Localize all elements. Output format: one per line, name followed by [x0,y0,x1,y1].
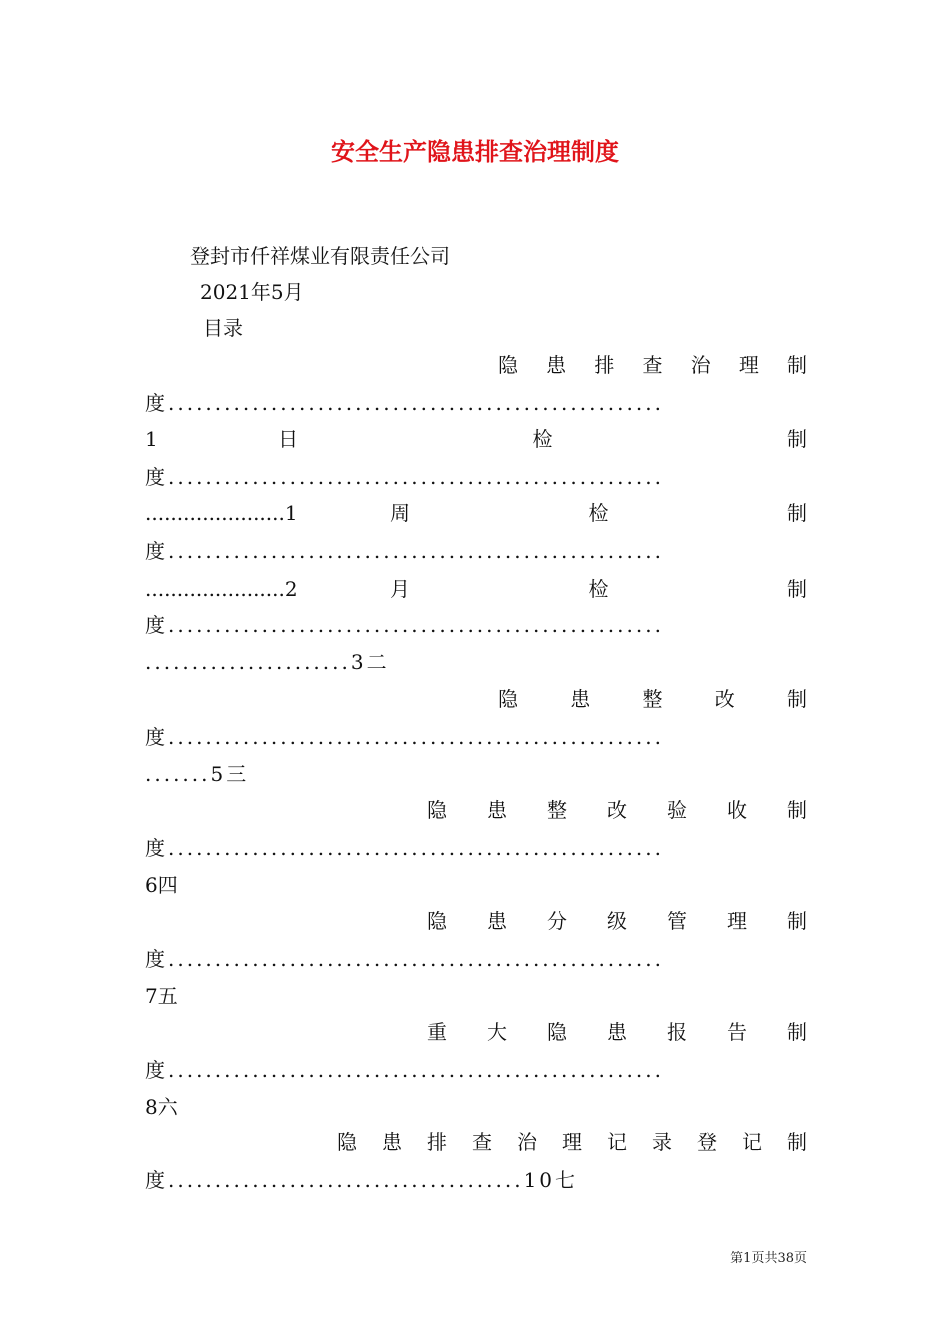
toc-line-text: 重 大 隐 患 报 告 制 [427,1020,807,1044]
toc-line: 度..................................................... [145,1058,664,1082]
toc-line [427,1017,807,1047]
toc-line: 7五 [145,984,178,1008]
toc-line: 度......................................10七 [145,1168,579,1192]
toc-heading: 目录 [203,316,243,340]
toc-line-text: 隐 患 排 查 治 理 制 [498,353,807,377]
page-footer: 第1页共38页 [730,1251,807,1266]
document-title: 安全生产隐患排查治理制度 [331,138,619,166]
toc-line: ......................3二 [145,650,390,674]
toc-line-text: 隐 患 整 改 验 收 制 [427,798,807,822]
toc-line [498,684,807,714]
toc-line-text: ......................2 月 检 制 [145,577,807,601]
toc-line: 度..................................................... [145,947,664,971]
toc-line [145,498,807,528]
toc-line: 度..................................................... [145,725,664,749]
toc-line: 度..................................................... [145,836,664,860]
document-date: 2021年5月 [200,280,304,304]
toc-line [427,795,807,825]
toc-line: 度..................................................... [145,391,664,415]
toc-line [145,424,807,454]
toc-line: 8六 [145,1095,178,1119]
toc-line: .......5三 [145,762,250,786]
toc-line [498,350,807,380]
company-name: 登封市仟祥煤业有限责任公司 [190,244,450,268]
toc-line-text: 1 日 检 制 [145,427,807,451]
toc-line [427,906,807,936]
toc-line-text: 隐 患 排 查 治 理 记 录 登 记 制 [337,1130,807,1154]
toc-line-text: 隐 患 整 改 制 [498,687,807,711]
toc-line: 6四 [145,873,178,897]
toc-line: 度..................................................... [145,613,664,637]
toc-line: 度..................................................... [145,465,664,489]
toc-line-text: ......................1 周 检 制 [145,501,807,525]
toc-line-text: 隐 患 分 级 管 理 制 [427,909,807,933]
toc-line [337,1127,807,1157]
toc-line: 度..................................................... [145,539,664,563]
toc-line [145,574,807,604]
